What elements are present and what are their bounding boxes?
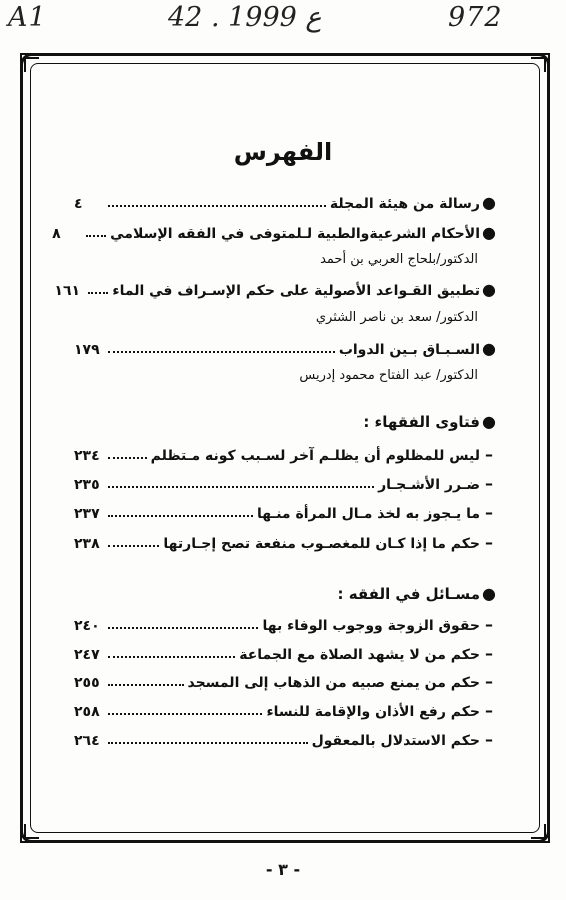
toc-page-number: ٢٣٤	[74, 448, 100, 464]
toc-page-number: ٢٥٨	[74, 704, 100, 720]
toc-page-number: ٨	[52, 226, 61, 242]
dash-icon: –	[485, 701, 493, 720]
handwritten-issue-date: 42 . ع 1999	[168, 2, 322, 33]
dash-icon: –	[485, 503, 493, 522]
toc-entry-title: ضـرر الأشـجـار	[378, 477, 480, 493]
dot-leader	[108, 713, 262, 715]
dot-leader	[88, 292, 108, 294]
page-title: الفهرس	[233, 138, 333, 166]
dot-leader	[108, 627, 258, 629]
dot-leader	[86, 235, 106, 237]
toc-entry-title: حكم رفع الأذان والإقامة للنساء	[266, 704, 480, 720]
bullet-icon: ●	[482, 412, 496, 431]
dot-leader	[108, 684, 184, 686]
toc-entry	[74, 500, 498, 522]
toc-page-number: ٢٤٠	[74, 618, 100, 634]
dash-icon: –	[485, 672, 493, 691]
toc-page-number: ٢٥٥	[74, 675, 100, 691]
bullet-icon: ●	[482, 223, 496, 242]
dot-leader	[108, 545, 159, 547]
toc-page-number: ٢٣٨	[74, 536, 100, 552]
corner-ornament-icon	[19, 52, 41, 74]
dot-leader	[108, 205, 326, 207]
author-name: الدكتور/ سعد بن ناصر الشثري	[315, 310, 478, 325]
bullet-icon: ●	[482, 280, 496, 299]
dash-icon: –	[485, 644, 493, 663]
toc-entry-title: رسالة من هيئة المجلة	[329, 196, 480, 212]
toc-entry	[54, 277, 498, 299]
toc-page-number: ٢٣٥	[74, 477, 100, 493]
toc-entry	[74, 336, 498, 358]
dot-leader	[108, 656, 235, 658]
section-heading-label: مسـائل في الفقه :	[337, 585, 480, 603]
toc-entry-title: حكم من لا يشهد الصلاة مع الجماعة	[239, 647, 480, 663]
toc-entry	[74, 669, 498, 691]
dash-icon: –	[485, 533, 493, 552]
toc-entry-title: ليس للمظلوم أن يظلـم آخر لسـبب كونه مـتظلم	[150, 448, 480, 464]
toc-entry-title: الأحكام الشرعيةوالطبية لـلمتوفى في الفقه الإسلامي	[110, 226, 480, 242]
dot-leader	[108, 515, 253, 517]
section-heading	[363, 412, 498, 431]
toc-entry	[74, 471, 498, 493]
page-number: - ٣ -	[265, 860, 301, 879]
toc-entry	[52, 220, 498, 242]
corner-ornament-icon	[529, 52, 551, 74]
handwritten-note-right: 972	[448, 2, 503, 33]
corner-ornament-icon	[19, 822, 41, 844]
corner-ornament-icon	[529, 822, 551, 844]
toc-entry	[74, 442, 498, 464]
section-heading	[338, 584, 498, 603]
toc-entry-title: حكم ما إذا كـان للمغصـوب منفعة تصح إجـارتها	[163, 536, 480, 552]
dash-icon: –	[485, 445, 493, 464]
dot-leader	[108, 457, 147, 459]
dot-leader	[108, 742, 308, 744]
toc-entry-title: السـبـاق بـين الدواب	[338, 342, 480, 358]
toc-entry	[74, 698, 498, 720]
toc-entry	[74, 190, 498, 212]
author-name: الدكتور/ عبد الفتاح محمود إدريس	[299, 368, 478, 383]
handwritten-note-left: A1	[8, 2, 47, 33]
toc-entry-title: حكم من يمنع صبيه من الذهاب إلى المسجد	[187, 675, 480, 691]
toc-page-number: ٤	[74, 196, 83, 212]
toc-page-number: ٢٤٧	[74, 647, 100, 663]
bullet-icon: ●	[482, 193, 496, 212]
toc-entry-title: حقوق الزوجة ووجوب الوفاء بها	[262, 618, 480, 634]
toc-page-number: ٢٣٧	[74, 506, 100, 522]
section-heading-label: فتاوى الفقهاء :	[363, 413, 480, 431]
dash-icon: –	[485, 474, 493, 493]
toc-entry-title: ما يـجوز به لخذ مـال المرأة منـها	[256, 506, 480, 522]
bullet-icon: ●	[482, 339, 496, 358]
toc-entry-title: تطبيق القـواعد الأصولية على حكم الإسـراف في الماء	[112, 283, 480, 299]
toc-entry	[74, 727, 498, 749]
toc-entry	[74, 641, 498, 663]
dash-icon: –	[485, 615, 493, 634]
author-name: الدكتور/بلحاج العربي بن أحمد	[320, 252, 478, 267]
toc-entry	[74, 612, 498, 634]
toc-page-number: ٢٦٤	[74, 733, 100, 749]
dot-leader	[108, 486, 374, 488]
toc-entry	[74, 530, 498, 552]
toc-entry-title: حكم الاستدلال بالمعقول	[311, 733, 480, 749]
dash-icon: –	[485, 730, 493, 749]
dot-leader	[108, 351, 335, 353]
toc-page-number: ١٦١	[54, 283, 81, 299]
bullet-icon: ●	[482, 584, 496, 603]
toc-page-number: ١٧٩	[74, 342, 100, 358]
